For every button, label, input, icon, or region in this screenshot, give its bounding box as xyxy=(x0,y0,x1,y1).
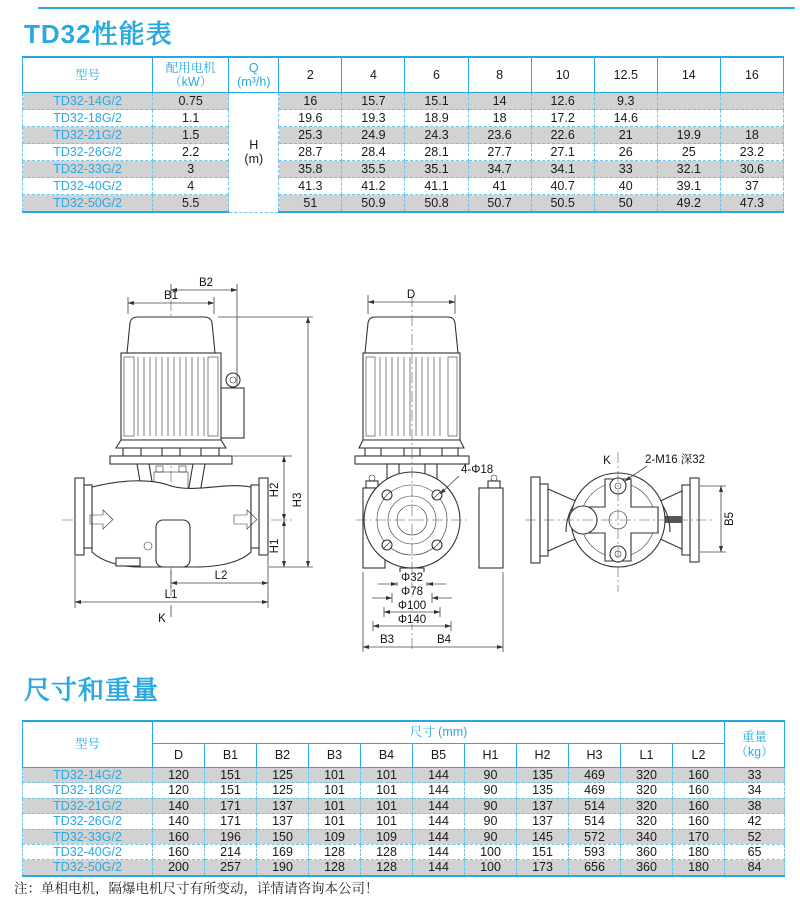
dimension-value-cell: 137 xyxy=(257,814,309,829)
dimension-value-cell: 100 xyxy=(465,844,517,859)
dimension-value-cell: 200 xyxy=(153,860,205,876)
dimension-value-cell: 140 xyxy=(153,814,205,829)
dim-label-k-top: K xyxy=(603,455,611,467)
dimension-value-cell: 109 xyxy=(309,829,361,844)
head-value-cell: 50.5 xyxy=(531,195,594,213)
head-value-cell: 17.2 xyxy=(531,110,594,127)
head-column-cell: H (m) xyxy=(229,93,279,213)
weight-cell: 84 xyxy=(725,860,785,876)
dim-label-tap: 2-M16 深32 xyxy=(645,454,706,466)
head-value-cell: 14.6 xyxy=(594,110,657,127)
dim-label-d: D xyxy=(406,289,416,301)
dimension-value-cell: 144 xyxy=(413,768,465,783)
head-value-cell: 28.4 xyxy=(342,144,405,161)
dimension-value-cell: 171 xyxy=(205,814,257,829)
dimensions-table xyxy=(22,720,785,877)
dimension-value-cell: 151 xyxy=(205,768,257,783)
dimensions-row xyxy=(23,814,785,829)
dim-label-k-side: K xyxy=(158,613,166,625)
dimension-value-cell: 514 xyxy=(569,814,621,829)
dimension-value-cell: 469 xyxy=(569,783,621,798)
weight-cell: 65 xyxy=(725,844,785,859)
col-header-dim-b2: B2 xyxy=(257,744,309,768)
dimension-value-cell: 101 xyxy=(309,783,361,798)
head-value-cell: 12.6 xyxy=(531,93,594,110)
dimension-value-cell: 160 xyxy=(153,844,205,859)
dimension-value-cell: 514 xyxy=(569,798,621,813)
head-value-cell: 40.7 xyxy=(531,178,594,195)
model-cell: TD32-33G/2 xyxy=(23,829,153,844)
head-value-cell: 41.3 xyxy=(279,178,342,195)
dimension-value-cell: 169 xyxy=(257,844,309,859)
head-value-cell: 23.2 xyxy=(720,144,783,161)
dimensions-row xyxy=(23,798,785,813)
head-value-cell: 34.1 xyxy=(531,161,594,178)
dimension-value-cell: 214 xyxy=(205,844,257,859)
head-value-cell: 26 xyxy=(594,144,657,161)
dimension-value-cell: 360 xyxy=(621,844,673,859)
dim-label-l1: L1 xyxy=(164,589,178,601)
head-value-cell: 28.1 xyxy=(405,144,468,161)
col-header-model-dims: 型号 xyxy=(23,721,153,768)
front-view-drawing xyxy=(355,289,503,652)
dim-label-bolt-holes: 4-Φ18 xyxy=(461,464,494,476)
dimension-value-cell: 144 xyxy=(413,783,465,798)
dimensions-row xyxy=(23,783,785,798)
head-value-cell: 50.7 xyxy=(468,195,531,213)
col-header-dim-h3: H3 xyxy=(569,744,621,768)
dimension-value-cell: 120 xyxy=(153,783,205,798)
head-value-cell: 32.1 xyxy=(657,161,720,178)
dimension-value-cell: 151 xyxy=(205,783,257,798)
dimension-value-cell: 137 xyxy=(517,798,569,813)
dimensions-row xyxy=(23,768,785,783)
dimension-value-cell: 90 xyxy=(465,768,517,783)
dimension-value-cell: 320 xyxy=(621,798,673,813)
dimension-value-cell: 90 xyxy=(465,814,517,829)
dimension-value-cell: 125 xyxy=(257,768,309,783)
dimensions-header-row-1 xyxy=(23,721,785,744)
head-value-cell: 15.7 xyxy=(342,93,405,110)
dim-label-b1: B1 xyxy=(163,290,179,302)
dimension-value-cell: 160 xyxy=(153,829,205,844)
model-cell: TD32-50G/2 xyxy=(23,195,153,213)
head-value-cell: 50 xyxy=(594,195,657,213)
dimension-value-cell: 137 xyxy=(517,814,569,829)
head-value-cell: 18.9 xyxy=(405,110,468,127)
head-value-cell: 19.3 xyxy=(342,110,405,127)
col-header-dims-group: 尺寸 (mm) xyxy=(153,721,725,744)
head-value-cell xyxy=(657,110,720,127)
head-value-cell: 24.9 xyxy=(342,127,405,144)
col-header-weight: 重量 （kg） xyxy=(725,721,785,768)
head-value-cell: 35.8 xyxy=(279,161,342,178)
head-value-cell xyxy=(720,110,783,127)
head-value-cell: 40 xyxy=(594,178,657,195)
dimension-value-cell: 593 xyxy=(569,844,621,859)
head-value-cell: 25.3 xyxy=(279,127,342,144)
head-value-cell: 35.1 xyxy=(405,161,468,178)
col-header-dim-b4: B4 xyxy=(361,744,413,768)
dim-label-b5: B5 xyxy=(724,511,736,527)
head-value-cell: 23.6 xyxy=(468,127,531,144)
dimension-value-cell: 101 xyxy=(361,783,413,798)
weight-cell: 52 xyxy=(725,829,785,844)
dimension-value-cell: 135 xyxy=(517,768,569,783)
dimension-value-cell: 101 xyxy=(309,768,361,783)
model-cell: TD32-18G/2 xyxy=(23,110,153,127)
performance-row xyxy=(23,127,784,144)
dimension-value-cell: 170 xyxy=(673,829,725,844)
footnote: 注：单相电机，隔爆电机尺寸有所变动，详情请咨询本公司！ xyxy=(14,881,379,896)
dimension-value-cell: 340 xyxy=(621,829,673,844)
col-header-flow: 10 xyxy=(531,57,594,93)
head-value-cell: 35.5 xyxy=(342,161,405,178)
dimensions-table-body xyxy=(23,768,785,876)
dimension-value-cell: 128 xyxy=(361,860,413,876)
dimensions-row xyxy=(23,860,785,876)
weight-cell: 38 xyxy=(725,798,785,813)
model-cell: TD32-50G/2 xyxy=(23,860,153,876)
head-value-cell: 14 xyxy=(468,93,531,110)
head-value-cell: 51 xyxy=(279,195,342,213)
dimension-value-cell: 90 xyxy=(465,798,517,813)
head-value-cell: 33 xyxy=(594,161,657,178)
dimension-value-cell: 128 xyxy=(361,844,413,859)
head-value-cell: 49.2 xyxy=(657,195,720,213)
head-value-cell: 24.3 xyxy=(405,127,468,144)
head-value-cell: 16 xyxy=(279,93,342,110)
dimension-value-cell: 320 xyxy=(621,814,673,829)
model-cell: TD32-26G/2 xyxy=(23,144,153,161)
dimension-value-cell: 101 xyxy=(361,798,413,813)
col-header-dim-h2: H2 xyxy=(517,744,569,768)
dimension-value-cell: 160 xyxy=(673,798,725,813)
technical-drawings xyxy=(0,256,800,660)
dim-label-dia78: Φ78 xyxy=(401,586,423,598)
model-cell: TD32-18G/2 xyxy=(23,783,153,798)
motor-power-cell: 1.1 xyxy=(153,110,229,127)
motor-power-cell: 2.2 xyxy=(153,144,229,161)
col-header-q: Q (m³/h) xyxy=(229,57,279,93)
dimension-value-cell: 160 xyxy=(673,814,725,829)
head-value-cell: 47.3 xyxy=(720,195,783,213)
head-value-cell: 39.1 xyxy=(657,178,720,195)
head-value-cell: 18 xyxy=(468,110,531,127)
dimension-value-cell: 90 xyxy=(465,783,517,798)
dimension-value-cell: 128 xyxy=(309,860,361,876)
dimension-value-cell: 144 xyxy=(413,860,465,876)
dimension-value-cell: 160 xyxy=(673,768,725,783)
head-value-cell: 18 xyxy=(720,127,783,144)
head-value-cell: 34.7 xyxy=(468,161,531,178)
col-header-dim-b1: B1 xyxy=(205,744,257,768)
head-value-cell: 41.2 xyxy=(342,178,405,195)
dimension-value-cell: 144 xyxy=(413,829,465,844)
side-view-drawing xyxy=(62,277,313,625)
dim-label-b2: B2 xyxy=(198,277,214,289)
model-cell: TD32-40G/2 xyxy=(23,844,153,859)
weight-cell: 33 xyxy=(725,768,785,783)
col-header-dim-l1: L1 xyxy=(621,744,673,768)
top-rule xyxy=(38,7,795,9)
col-header-flow: 16 xyxy=(720,57,783,93)
head-value-cell: 41 xyxy=(468,178,531,195)
dimension-value-cell: 196 xyxy=(205,829,257,844)
dimension-value-cell: 101 xyxy=(309,798,361,813)
dimension-value-cell: 109 xyxy=(361,829,413,844)
head-value-cell xyxy=(657,93,720,110)
dimension-value-cell: 144 xyxy=(413,844,465,859)
dimension-value-cell: 101 xyxy=(361,768,413,783)
dimensions-row xyxy=(23,844,785,859)
dimension-value-cell: 160 xyxy=(673,783,725,798)
dim-label-dia100: Φ100 xyxy=(397,600,427,612)
dim-label-h3: H3 xyxy=(292,492,304,508)
model-cell: TD32-14G/2 xyxy=(23,768,153,783)
motor-power-cell: 1.5 xyxy=(153,127,229,144)
dimension-value-cell: 128 xyxy=(309,844,361,859)
col-header-dim-b3: B3 xyxy=(309,744,361,768)
col-header-dim-d: D xyxy=(153,744,205,768)
head-value-cell: 41.1 xyxy=(405,178,468,195)
dimension-value-cell: 144 xyxy=(413,798,465,813)
dim-label-b4: B4 xyxy=(436,634,452,646)
dim-label-dia32: Φ32 xyxy=(401,572,423,584)
col-header-flow: 14 xyxy=(657,57,720,93)
dimension-value-cell: 145 xyxy=(517,829,569,844)
performance-row xyxy=(23,110,784,127)
head-value-cell: 15.1 xyxy=(405,93,468,110)
dim-label-l2: L2 xyxy=(214,570,228,582)
performance-row xyxy=(23,161,784,178)
model-cell: TD32-21G/2 xyxy=(23,127,153,144)
dimension-value-cell: 171 xyxy=(205,798,257,813)
performance-row xyxy=(23,144,784,161)
dimension-value-cell: 360 xyxy=(621,860,673,876)
dimension-value-cell: 180 xyxy=(673,844,725,859)
dim-label-h1: H1 xyxy=(269,538,281,554)
col-header-flow: 2 xyxy=(279,57,342,93)
dimension-value-cell: 101 xyxy=(361,814,413,829)
weight-cell: 42 xyxy=(725,814,785,829)
performance-table xyxy=(22,56,784,213)
head-value-cell: 27.1 xyxy=(531,144,594,161)
head-value-cell: 19.9 xyxy=(657,127,720,144)
head-value-cell: 27.7 xyxy=(468,144,531,161)
head-value-cell: 19.6 xyxy=(279,110,342,127)
model-cell: TD32-21G/2 xyxy=(23,798,153,813)
model-cell: TD32-26G/2 xyxy=(23,814,153,829)
head-value-cell: 22.6 xyxy=(531,127,594,144)
head-value-cell: 25 xyxy=(657,144,720,161)
dim-label-dia140: Φ140 xyxy=(397,614,427,626)
col-header-flow: 6 xyxy=(405,57,468,93)
dimension-value-cell: 125 xyxy=(257,783,309,798)
dimension-value-cell: 320 xyxy=(621,768,673,783)
col-header-dim-h1: H1 xyxy=(465,744,517,768)
col-header-dim-l2: L2 xyxy=(673,744,725,768)
dimension-value-cell: 257 xyxy=(205,860,257,876)
motor-power-cell: 0.75 xyxy=(153,93,229,110)
col-header-flow: 12.5 xyxy=(594,57,657,93)
performance-row xyxy=(23,178,784,195)
col-header-dim-b5: B5 xyxy=(413,744,465,768)
dimension-value-cell: 144 xyxy=(413,814,465,829)
model-cell: TD32-14G/2 xyxy=(23,93,153,110)
performance-row xyxy=(23,195,784,213)
dimension-value-cell: 656 xyxy=(569,860,621,876)
dimension-value-cell: 173 xyxy=(517,860,569,876)
model-cell: TD32-33G/2 xyxy=(23,161,153,178)
dimension-value-cell: 101 xyxy=(309,814,361,829)
head-value-cell: 50.8 xyxy=(405,195,468,213)
dimension-value-cell: 180 xyxy=(673,860,725,876)
dimension-value-cell: 90 xyxy=(465,829,517,844)
col-header-model: 型号 xyxy=(23,57,153,93)
motor-power-cell: 4 xyxy=(153,178,229,195)
dimension-value-cell: 469 xyxy=(569,768,621,783)
head-value-cell: 28.7 xyxy=(279,144,342,161)
col-header-flow: 8 xyxy=(468,57,531,93)
col-header-flow: 4 xyxy=(342,57,405,93)
page-title-performance: TD32性能表 xyxy=(24,19,173,49)
performance-header-row xyxy=(23,57,784,93)
dim-label-h2: H2 xyxy=(269,482,281,498)
dimensions-row xyxy=(23,829,785,844)
head-value-cell: 37 xyxy=(720,178,783,195)
dimension-value-cell: 320 xyxy=(621,783,673,798)
dimension-value-cell: 151 xyxy=(517,844,569,859)
head-value-cell: 21 xyxy=(594,127,657,144)
performance-row xyxy=(23,93,784,110)
performance-table-body xyxy=(23,93,784,213)
head-value-cell: 50.9 xyxy=(342,195,405,213)
motor-power-cell: 5.5 xyxy=(153,195,229,213)
dimension-value-cell: 135 xyxy=(517,783,569,798)
dimension-value-cell: 137 xyxy=(257,798,309,813)
top-view-drawing xyxy=(525,452,736,592)
motor-power-cell: 3 xyxy=(153,161,229,178)
dim-label-b3: B3 xyxy=(379,634,395,646)
dimension-value-cell: 572 xyxy=(569,829,621,844)
dimension-value-cell: 140 xyxy=(153,798,205,813)
model-cell: TD32-40G/2 xyxy=(23,178,153,195)
dimension-value-cell: 150 xyxy=(257,829,309,844)
head-value-cell xyxy=(720,93,783,110)
head-value-cell: 9.3 xyxy=(594,93,657,110)
col-header-motor: 配用电机 （kW） xyxy=(153,57,229,93)
head-value-cell: 30.6 xyxy=(720,161,783,178)
weight-cell: 34 xyxy=(725,783,785,798)
dimension-value-cell: 190 xyxy=(257,860,309,876)
dimension-value-cell: 100 xyxy=(465,860,517,876)
page-title-dimensions: 尺寸和重量 xyxy=(24,675,160,705)
dimension-value-cell: 120 xyxy=(153,768,205,783)
